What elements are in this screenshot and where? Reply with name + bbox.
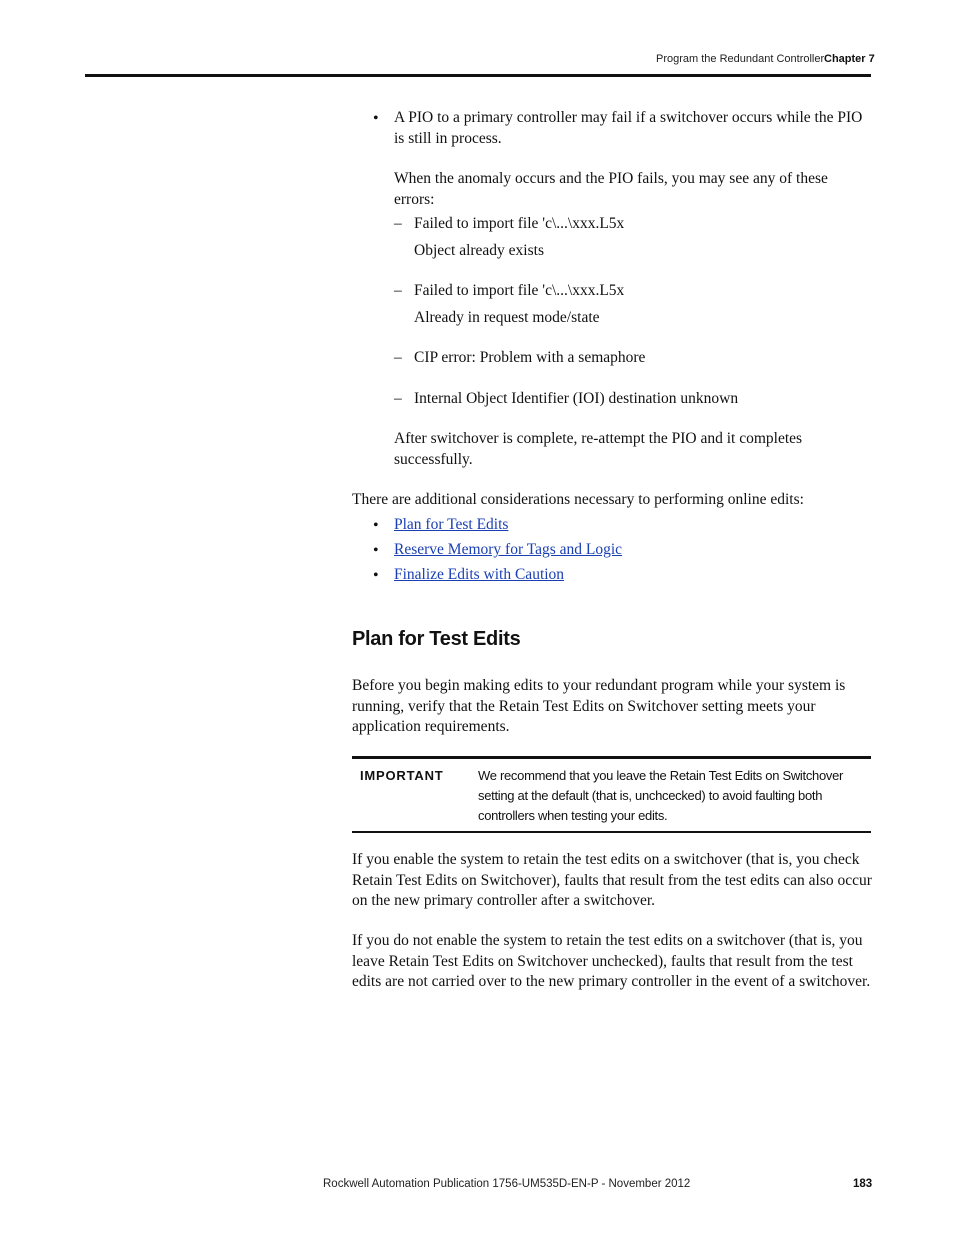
dash-marker: – bbox=[394, 282, 402, 299]
link-finalize-edits[interactable]: Finalize Edits with Caution bbox=[394, 566, 565, 583]
dash-marker: – bbox=[394, 349, 402, 366]
bullet-marker: • bbox=[373, 517, 379, 534]
error-item-1-line2: Object already exists bbox=[414, 242, 544, 259]
paragraph-retain-enabled: If you enable the system to retain the test edits on a switchover (that is, you check Retain Test Edits on Switchover), faults that result from the test edits can also occur on the new primary controller after a switchover. bbox=[352, 851, 872, 909]
bullet-marker: • bbox=[373, 542, 379, 559]
pio-bullet-text: A PIO to a primary controller may fail if a switchover occurs while the PIO is still in process. bbox=[394, 109, 863, 147]
error-item-4: Internal Object Identifier (IOI) destination unknown bbox=[414, 390, 739, 407]
section-heading: Plan for Test Edits bbox=[352, 628, 521, 650]
important-text: We recommend that you leave the Retain Test Edits on Switchover setting at the default (that is, unchcecked) to avoid faulting both controllers when testing your edits. bbox=[478, 768, 844, 823]
link-plan-for-test-edits[interactable]: Plan for Test Edits bbox=[394, 516, 509, 533]
link-reserve-memory[interactable]: Reserve Memory for Tags and Logic bbox=[394, 541, 623, 558]
bullet-marker: • bbox=[373, 567, 379, 584]
after-switchover-text: After switchover is complete, re-attempt the PIO and it completes successfully. bbox=[394, 430, 803, 468]
dash-marker: – bbox=[394, 390, 402, 407]
running-header-title: Program the Redundant Controller bbox=[656, 53, 825, 65]
bullet-marker: • bbox=[373, 110, 379, 127]
error-item-1-line1: Failed to import file 'c\...\xxx.L5x bbox=[414, 215, 625, 232]
running-header-chapter: Chapter 7 bbox=[824, 53, 875, 65]
important-note bbox=[352, 756, 871, 833]
considerations-intro: There are additional considerations necessary to performing online edits: bbox=[352, 491, 804, 508]
paragraph-retain-disabled: If you do not enable the system to retain the test edits on a switchover (that is, you leave Retain Test Edits on Switchover unchecked), faults that result from the test edits are not carried over to the new primary controller in the event of a switchover. bbox=[352, 932, 871, 990]
footer-publication: Rockwell Automation Publication 1756-UM535D-EN-P - November 2012 bbox=[323, 1178, 691, 1190]
error-item-2-line2: Already in request mode/state bbox=[414, 309, 600, 326]
page-number: 183 bbox=[853, 1178, 873, 1190]
header-rule bbox=[85, 74, 871, 77]
dash-marker: – bbox=[394, 215, 402, 232]
important-label: IMPORTANT bbox=[360, 768, 444, 783]
error-item-2-line1: Failed to import file 'c\...\xxx.L5x bbox=[414, 282, 625, 299]
section-intro: Before you begin making edits to your redundant program while your system is running, verify that the Retain Test Edits on Switchover setting meets your application requirements. bbox=[352, 677, 846, 735]
error-item-3: CIP error: Problem with a semaphore bbox=[414, 349, 646, 366]
errors-intro: When the anomaly occurs and the PIO fails, you may see any of these errors: bbox=[394, 170, 828, 208]
